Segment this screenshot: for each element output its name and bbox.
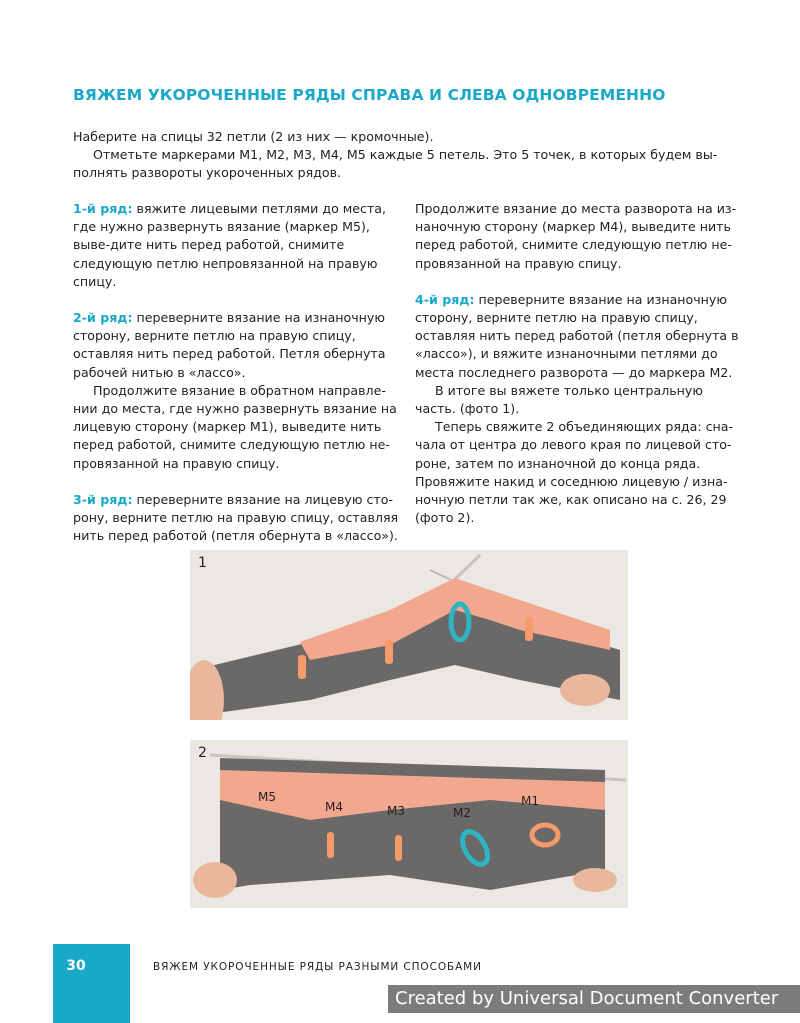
intro-line-1: Наберите на спицы 32 петли (2 из них — кромочные). <box>73 129 434 144</box>
photo-1-illustration <box>190 550 628 720</box>
right-column <box>415 200 745 527</box>
row2-text: переверните вязание на изнаночную сторону, верните петлю на правую спицу, оставляя нить перед работой. Петля обернута рабочей нитью в «лассо». <box>73 310 386 380</box>
row4-text: переверните вязание на изнаночную сторону, верните петлю на правую спицу, оставляя нить перед работой (петля обернута в «лассо»), и вяжите изнаночными петлями до места последнего разворота — до маркера М2. <box>415 291 739 380</box>
marker-label-m3: М3 <box>387 804 405 818</box>
row3-label: 3-й ряд: <box>73 491 133 507</box>
page-number: 30 <box>66 958 86 974</box>
row4-paragraph <box>415 291 745 382</box>
row2-label: 2-й ряд: <box>73 310 133 326</box>
row1-label: 1-й ряд: <box>73 201 133 216</box>
final-paragraph: Теперь свяжите 2 объединяющих ряда: сна-чала от центра до левого края по лицевой сто-роне, затем по изнаночной до конца ряда. Провяжите накид и соседнюю лицевую / изна-ночную петли так же, как описано на с. 26, 29 (фото 2). <box>415 419 733 526</box>
marker-label-m4: М4 <box>325 800 343 814</box>
marker-label-m2: М2 <box>453 806 471 820</box>
intro-line-2: Отметьте маркерами М1, М2, М3, М4, М5 каждые 5 петель. Это 5 точек, в которых будем вы-полнять развороты укороченных рядов. <box>73 147 718 180</box>
marker-label-m1: М1 <box>521 794 539 808</box>
photo-1-number: 1 <box>198 555 207 571</box>
photo-2-knitting <box>190 740 628 908</box>
watermark-banner: Created by Universal Document Converter <box>388 985 800 1013</box>
row3-text: переверните вязание на лицевую сто-рону, верните петлю на правую спицу, оставляя нить перед работой (петля обернута в «лассо»). <box>73 491 399 544</box>
footer-page-box <box>53 944 130 1023</box>
row1-text: вяжите лицевыми петлями до места, где нужно развернуть вязание (маркер М5), выве-дите нить перед работой, снимите следующую петлю непровязанной на правую спицу. <box>73 201 387 289</box>
photo-1-knitting <box>190 550 628 720</box>
row1-paragraph <box>73 200 399 291</box>
row2-continue-paragraph: Продолжите вязание в обратном направле-нии до места, где нужно развернуть вязание на лицевую сторону (маркер М1), выведите нить перед работой, снимите следующую петлю не-провязанной на правую спицу. <box>73 382 397 471</box>
intro-text <box>73 128 735 182</box>
photo-2-illustration <box>190 740 628 908</box>
marker-label-m5: М5 <box>258 790 276 804</box>
footer-section-title: ВЯЖЕМ УКОРОЧЕННЫЕ РЯДЫ РАЗНЫМИ СПОСОБАМИ <box>153 961 482 973</box>
continue-paragraph: Продолжите вязание до места разворота на из-наночную сторону (маркер М4), выведите нить перед работой, снимите следующую петлю не-провязанной на правую спицу. <box>415 201 737 271</box>
photo-2-number: 2 <box>198 745 207 761</box>
row2-paragraph <box>73 309 399 382</box>
row3-paragraph <box>73 491 399 546</box>
left-column <box>73 200 399 545</box>
result-paragraph: В итоге вы вяжете только центральную часть. (фото 1). <box>415 382 703 417</box>
row4-label: 4-й ряд: <box>415 291 475 307</box>
page-heading: ВЯЖЕМ УКОРОЧЕННЫЕ РЯДЫ СПРАВА И СЛЕВА ОДНОВРЕМЕННО <box>73 86 666 104</box>
